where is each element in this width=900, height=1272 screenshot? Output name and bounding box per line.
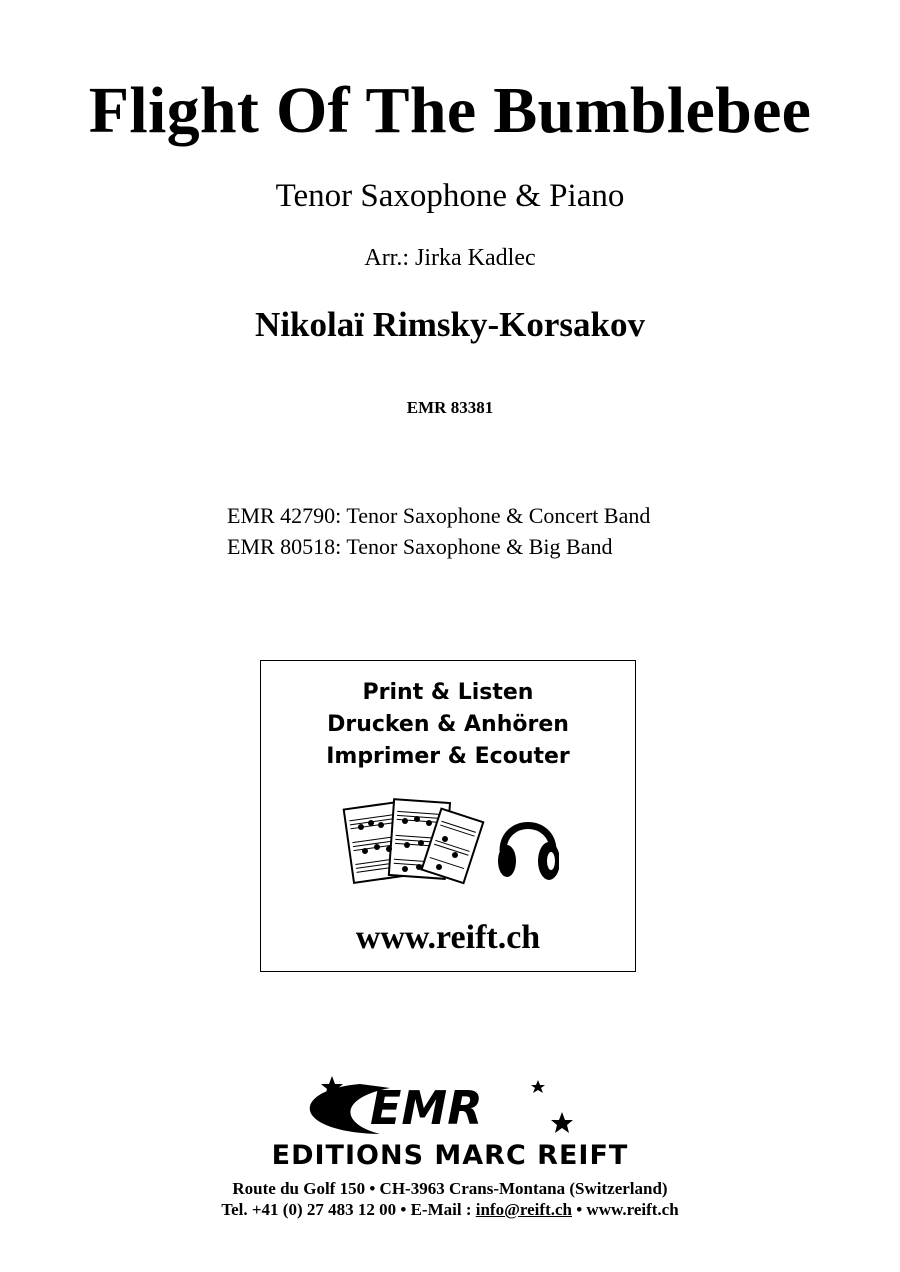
telephone-label: Tel. +41 (0) 27 483 12 00 • E-Mail : [221,1200,476,1219]
website-text: • www.reift.ch [571,1200,679,1219]
promo-line-french: Imprimer & Ecouter [326,744,570,769]
address-line: Route du Golf 150 • CH-3963 Crans-Montana (Switzerland) [232,1179,668,1198]
publisher-name: EDITIONS MARC REIFT [271,1140,629,1171]
arranger: Arr.: Jirka Kadlec [364,245,536,271]
headphones-icon [498,826,559,881]
email-link[interactable]: info@reift.ch [475,1200,572,1219]
star-icon [551,1112,573,1133]
emr-logo-graphic [240,1072,680,1142]
sheet-music-icon [344,799,484,883]
star-icon [531,1080,545,1093]
promo-lines [261,677,635,773]
catalog-number: EMR 83381 [406,398,494,417]
print-and-listen-box [260,660,636,972]
publisher-address [0,1178,900,1220]
promo-url[interactable]: www.reift.ch [355,919,541,956]
promo-line-german: Drucken & Anhören [327,712,569,737]
composer: Nikolaï Rimsky-Korsakov [255,305,645,344]
promo-icons [339,795,559,895]
emr-logo-text: EMR [370,1081,483,1135]
contact-line [0,1199,900,1220]
related-edition-item: EMR 80518: Tenor Saxophone & Big Band [227,534,613,559]
instrumentation: Tenor Saxophone & Piano [275,178,625,214]
related-edition-item: EMR 42790: Tenor Saxophone & Concert Band [227,503,651,528]
related-editions [227,500,650,562]
score-title: Flight Of The Bumblebee [88,74,812,147]
promo-line-english: Print & Listen [362,680,534,705]
